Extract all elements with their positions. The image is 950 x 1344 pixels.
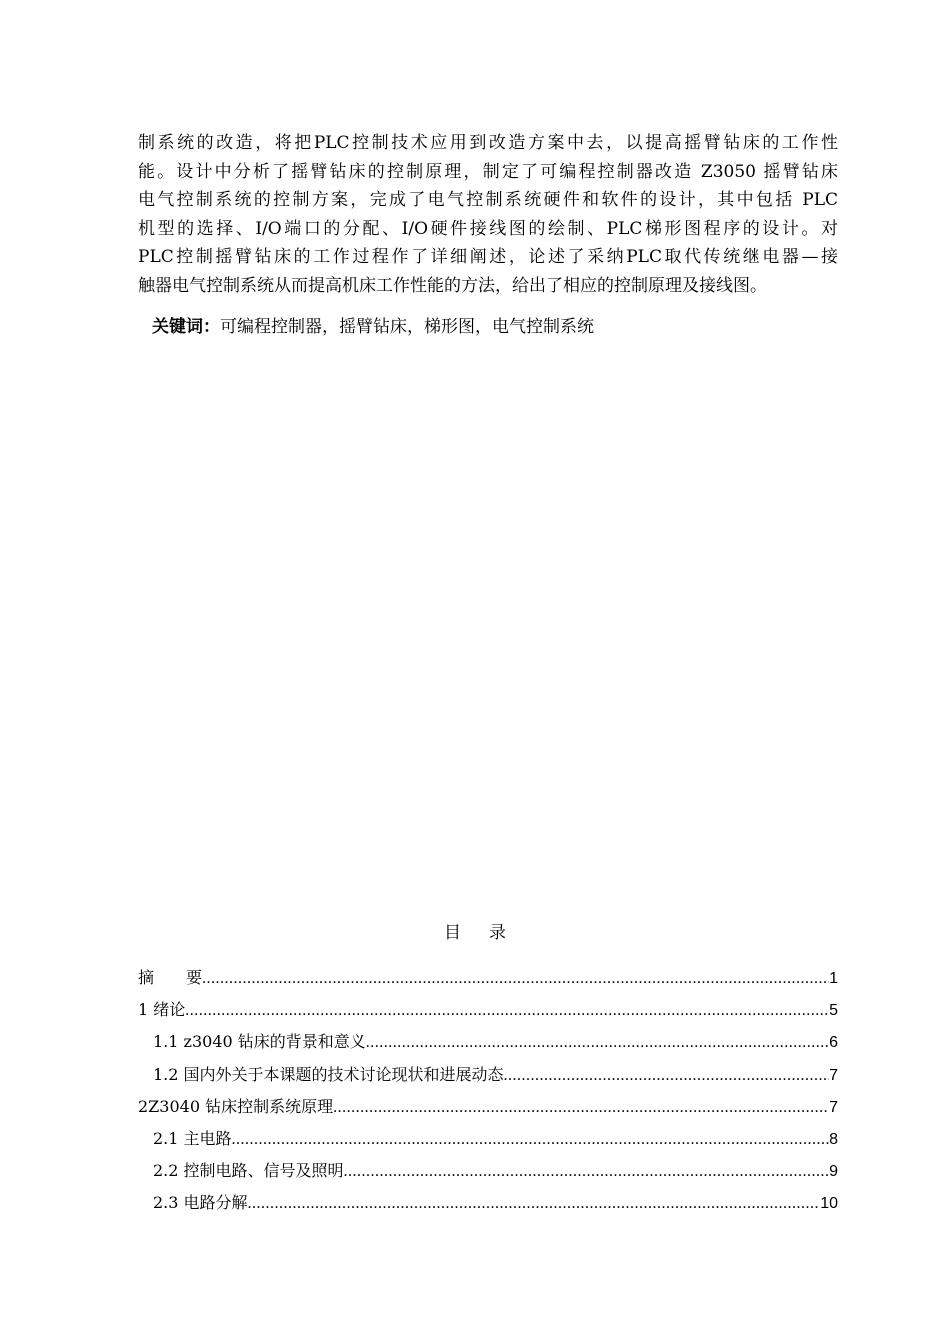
abstract-line: 电气控制系统的控制方案，完成了电气控制系统硬件和软件的设计，其中包括 PLC [138,190,838,210]
toc-entry-page: 5 [829,1002,838,1020]
toc-entry-page: 9 [829,1163,838,1181]
toc-entry-label: 2.2 控制电路、信号及照明 [153,1161,344,1181]
toc-entry[interactable] [138,1158,838,1190]
toc-dot-leader [333,1099,829,1117]
toc-entry-label: 2.3 电路分解 [153,1193,248,1213]
toc-entry-page: 10 [820,1195,838,1213]
toc-entry[interactable] [138,965,838,997]
toc-dot-leader [248,1195,821,1213]
toc-dot-leader [504,1067,830,1085]
toc-entry-page: 7 [829,1098,838,1116]
table-of-contents [138,965,838,1223]
keywords [152,313,594,341]
toc-entry-label: 1 绪论 [138,1000,186,1020]
toc-entry-label: 1.2 国内外关于本课题的技术讨论现状和进展动态 [153,1064,504,1084]
toc-dot-leader [202,970,829,988]
toc-entry[interactable] [138,1190,838,1222]
toc-entry-page: 6 [829,1034,838,1052]
toc-dot-leader [185,1002,829,1020]
abstract-line: PLC控制摇臂钻床的工作过程作了详细阐述，论述了采纳PLC取代传统继电器—接 [138,247,838,267]
toc-entry-label: 摘 要 [138,968,203,987]
toc-title: 目录 [444,923,534,943]
keywords-label: 关键词： [152,317,220,337]
toc-entry[interactable] [138,1126,838,1158]
toc-entry-page: 8 [829,1130,838,1148]
abstract-line: 能。设计中分析了摇臂钻床的控制原理，制定了可编程控制器改造 Z3050 摇臂钻床 [138,161,838,182]
abstract-line: 机型的选择、I/O端口的分配、I/O硬件接线图的绘制、PLC梯形图程序的设计。对 [138,218,838,239]
toc-entry[interactable] [138,1094,838,1126]
toc-entry-label: 1.1 z3040 钻床的背景和意义 [153,1032,366,1052]
toc-dot-leader [344,1163,830,1181]
abstract-line: 制系统的改造，将把PLC控制技术应用到改造方案中去，以提高摇臂钻床的工作性 [138,133,838,153]
abstract-paragraph [138,129,838,300]
toc-entry-page: 1 [829,970,838,987]
abstract-line: 触器电气控制系统从而提高机床工作性能的方法，给出了相应的控制原理及接线图。 [138,275,767,296]
toc-entry[interactable] [138,1029,838,1061]
toc-entry[interactable] [138,1062,838,1094]
keywords-text: 可编程控制器，摇臂钻床，梯形图，电气控制系统 [220,317,594,337]
toc-entry[interactable] [138,997,838,1029]
toc-dot-leader [232,1131,830,1149]
toc-entry-label: 2Z3040 钻床控制系统原理 [138,1096,334,1116]
toc-dot-leader [366,1034,829,1052]
toc-entry-page: 7 [829,1066,838,1084]
toc-entry-label: 2.1 主电路 [153,1128,232,1148]
